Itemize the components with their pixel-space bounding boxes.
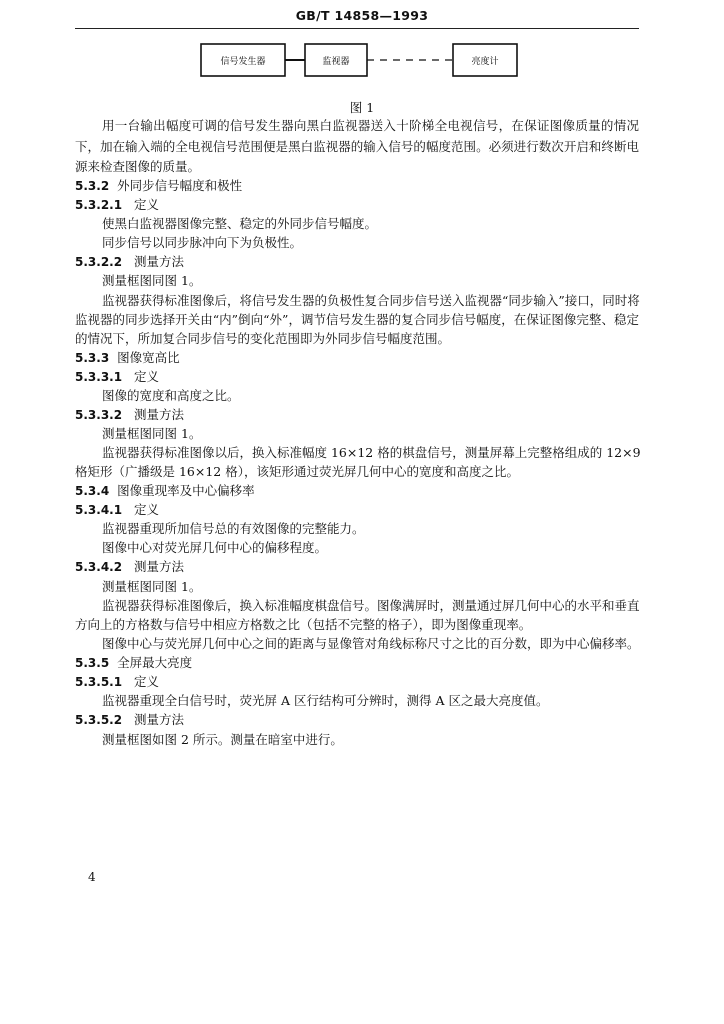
section-5-3-3-2 xyxy=(75,406,184,424)
text-line: 测量框图同图 1。 xyxy=(102,426,202,441)
text-line: 测量框图同图 1。 xyxy=(102,273,202,288)
section-5-3-4-1 xyxy=(75,501,159,519)
section-number: 5.3.3.2 xyxy=(75,408,123,422)
section-title: 图像重现率及中心偏移率 xyxy=(117,483,255,498)
text-line: 监视器的同步选择开关由“内”倒向“外”，调节信号发生器的复合同步信号幅度，在保证图像完整、稳定 xyxy=(75,312,639,327)
section-title: 定义 xyxy=(134,502,160,517)
text-line: 图像的宽度和高度之比。 xyxy=(102,388,240,403)
section-title: 定义 xyxy=(134,197,160,212)
text-line: 图像中心对荧光屏几何中心的偏移程度。 xyxy=(102,540,328,555)
section-5-3-2 xyxy=(75,177,242,195)
section-5-3-3 xyxy=(75,349,180,367)
text-line: 测量框图同图 1。 xyxy=(102,579,202,594)
text-line: 监视器获得标准图像后，将信号发生器的负极性复合同步信号送入监视器“同步输入”接口，同时将 xyxy=(102,293,640,308)
section-title: 测量方法 xyxy=(134,407,185,422)
section-title: 外同步信号幅度和极性 xyxy=(117,178,243,193)
section-number: 5.3.5 xyxy=(75,656,110,670)
page-number: 4 xyxy=(88,870,96,884)
luminance-meter-label: 亮度计 xyxy=(471,57,499,67)
text-line: 监视器获得标准图像以后，换入标准幅度 16×12 格的棋盘信号，测量屏幕上完整格组成的 12×9 xyxy=(102,445,641,460)
text-line: 测量框图如图 2 所示。测量在暗室中进行。 xyxy=(102,732,343,747)
text-line: 监视器重现全白信号时，荧光屏 A 区行结构可分辨时，测得 A 区之最大亮度值。 xyxy=(102,693,549,708)
monitor-label: 监视器 xyxy=(322,57,350,67)
section-title: 全屏最大亮度 xyxy=(117,655,193,670)
text-line: 格矩形（广播级是 16×12 格），该矩形通过荧光屏几何中心的宽度和高度之比。 xyxy=(75,464,519,479)
section-number: 5.3.5.2 xyxy=(75,713,123,727)
text-line: 同步信号以同步脉冲向下为负极性。 xyxy=(102,235,303,250)
section-title: 图像宽高比 xyxy=(117,350,180,365)
section-5-3-2-1 xyxy=(75,196,159,214)
section-5-3-3-1 xyxy=(75,368,159,386)
section-5-3-4-2 xyxy=(75,558,184,576)
text-line: 监视器重现所加信号总的有效图像的完整能力。 xyxy=(102,521,365,536)
section-title: 测量方法 xyxy=(134,254,185,269)
standard-header: GB/T 14858—1993 xyxy=(295,8,429,23)
text-line: 下，加在输入端的全电视信号范围便是黑白监视器的输入信号的幅度范围。必须进行数次开启和终断电 xyxy=(75,139,639,154)
section-number: 5.3.2 xyxy=(75,179,110,193)
text-line: 监视器获得标准图像后，换入标准幅度棋盘信号。图像满屏时，测量通过屏几何中心的水平和垂直 xyxy=(102,598,640,613)
section-5-3-5-2 xyxy=(75,711,184,729)
text-line: 用一台输出幅度可调的信号发生器向黑白监视器送入十阶梯全电视信号，在保证图像质量的情况 xyxy=(102,118,639,133)
section-5-3-2-2 xyxy=(75,253,184,271)
text-line: 使黑白监视器图像完整、稳定的外同步信号幅度。 xyxy=(102,216,378,231)
section-number: 5.3.4 xyxy=(75,484,110,498)
section-5-3-5 xyxy=(75,654,192,672)
section-number: 5.3.4.2 xyxy=(75,560,123,574)
section-number: 5.3.4.1 xyxy=(75,503,123,517)
section-title: 测量方法 xyxy=(134,559,185,574)
section-number: 5.3.3.1 xyxy=(75,370,123,384)
signal-generator-label: 信号发生器 xyxy=(220,57,266,67)
figure-caption: 图 1 xyxy=(349,100,375,115)
section-5-3-5-1 xyxy=(75,673,159,691)
section-5-3-4 xyxy=(75,482,255,500)
section-title: 定义 xyxy=(134,674,160,689)
section-number: 5.3.2.2 xyxy=(75,255,123,269)
section-number: 5.3.3 xyxy=(75,351,110,365)
text-line: 方向上的方格数与信号中相应方格数之比（包括不完整的格子），即为图像重现率。 xyxy=(75,617,532,632)
section-number: 5.3.2.1 xyxy=(75,198,123,212)
text-line: 源来检查图像的质量。 xyxy=(75,159,201,174)
text-line: 图像中心与荧光屏几何中心之间的距离与显像管对角线标称尺寸之比的百分数，即为中心偏移率。 xyxy=(102,636,640,651)
section-number: 5.3.5.1 xyxy=(75,675,123,689)
section-title: 测量方法 xyxy=(134,712,185,727)
text-line: 的情况下，所加复合同步信号的变化范围即为外同步信号幅度范围。 xyxy=(75,331,451,346)
section-title: 定义 xyxy=(134,369,160,384)
